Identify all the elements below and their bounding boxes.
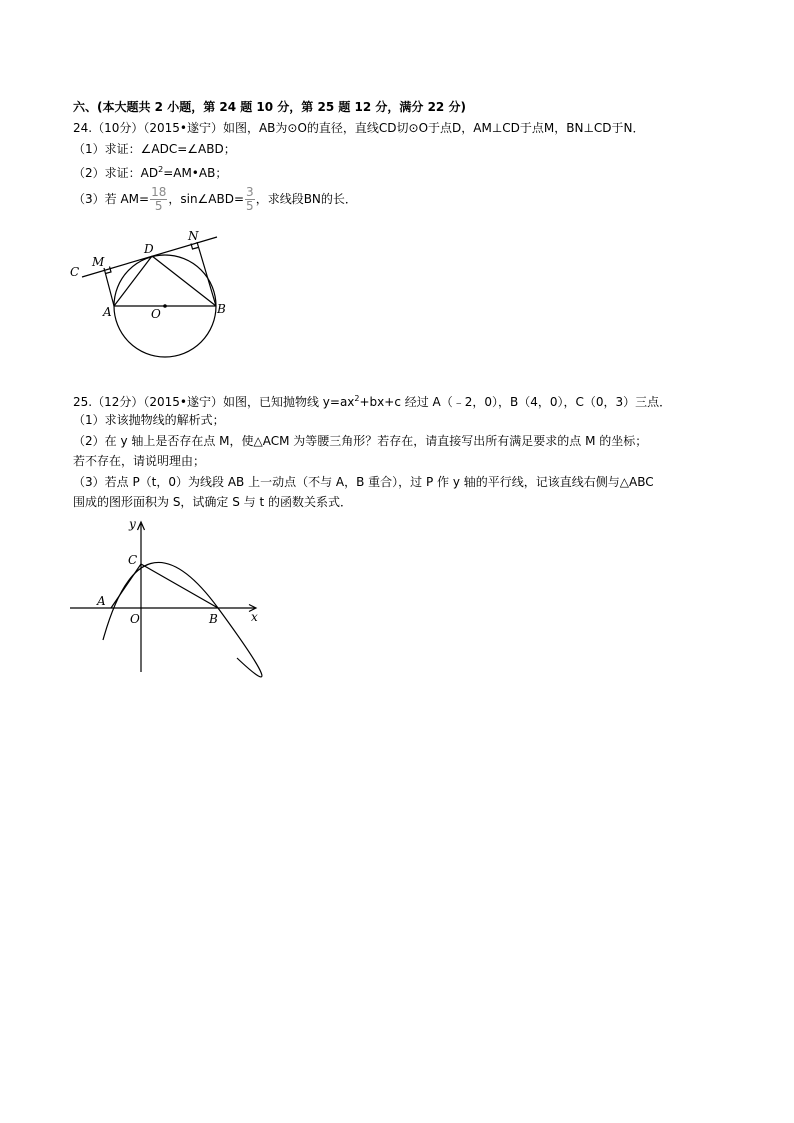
q25-stem-sup: 2	[354, 394, 360, 403]
parabola-curve	[103, 562, 262, 676]
q24-part3	[73, 184, 357, 214]
q24-part3-a: （3）若 AM=	[73, 192, 150, 206]
q25-parabola-figure	[60, 512, 270, 677]
sin-fraction	[245, 186, 255, 213]
center-dot-o	[163, 304, 167, 308]
label-n: N	[188, 229, 199, 243]
q24-part2-prefix: （2）求证：AD	[73, 166, 159, 180]
q24-part3-b: ，sin∠ABD=	[168, 192, 245, 206]
q25-part2-line2: 若不存在，请说明理由；	[73, 454, 206, 468]
q25-part3-line2: 围成的图形面积为 S，试确定 S 与 t 的函数关系式．	[73, 495, 353, 509]
label-a: A	[97, 594, 106, 608]
q24-part2-suffix: =AM•AB；	[163, 166, 228, 180]
label-b: B	[217, 302, 226, 316]
q25-part1: （1）求该抛物线的解析式；	[73, 413, 225, 427]
segment-db	[152, 256, 216, 306]
q24-circle-figure	[60, 225, 240, 365]
q24-stem: 24.（10分）（2015•遂宁）如图，AB为⊙O的直径，直线CD切⊙O于点D，AM⊥CD于点M，BN⊥CD于N．	[73, 121, 645, 135]
segment-cb	[141, 564, 218, 608]
label-d: D	[144, 242, 154, 256]
q24-part1: （1）求证：∠ADC=∠ABD；	[73, 142, 236, 156]
label-y: y	[129, 517, 136, 531]
label-o: O	[130, 612, 140, 626]
sin-numerator: 3	[246, 185, 254, 199]
label-a: A	[103, 305, 112, 319]
q25-stem-a: 25.（12分）（2015•遂宁）如图，已知抛物线 y=ax	[73, 395, 355, 409]
segment-bn	[197, 242, 216, 306]
q24-part3-c: ，求线段BN的长．	[255, 192, 357, 206]
label-b: B	[209, 612, 218, 626]
section-heading: 六、(本大题共 2 小题，第 24 题 10 分，第 25 题 12 分，满分 22 分)	[73, 100, 466, 114]
am-fraction	[150, 186, 167, 213]
q24-part2-sup: 2	[158, 165, 164, 174]
segment-ac	[111, 564, 141, 608]
am-numerator: 18	[151, 185, 167, 199]
q25-stem	[73, 391, 671, 410]
segment-ad	[114, 256, 152, 306]
label-m: M	[92, 255, 105, 269]
label-x: x	[251, 610, 258, 624]
am-denominator: 5	[154, 199, 163, 213]
q25-part2-line1: （2）在 y 轴上是否存在点 M，使△ACM 为等腰三角形？若存在，请直接写出所有满足要求的点 M 的坐标；	[73, 434, 648, 448]
label-c: C	[128, 553, 138, 567]
label-c: C	[70, 265, 80, 279]
label-o: O	[151, 307, 161, 321]
q25-stem-b: +bx+c 经过 A（﹣2，0），B（4，0），C（0，3）三点．	[359, 395, 672, 409]
q24-part2	[73, 162, 227, 181]
q25-part3-line1: （3）若点 P（t，0）为线段 AB 上一动点（不与 A，B 重合），过 P 作 y 轴的平行线，记该直线右侧与△ABC	[73, 475, 654, 489]
segment-am	[104, 268, 114, 306]
sin-denominator: 5	[246, 199, 254, 213]
